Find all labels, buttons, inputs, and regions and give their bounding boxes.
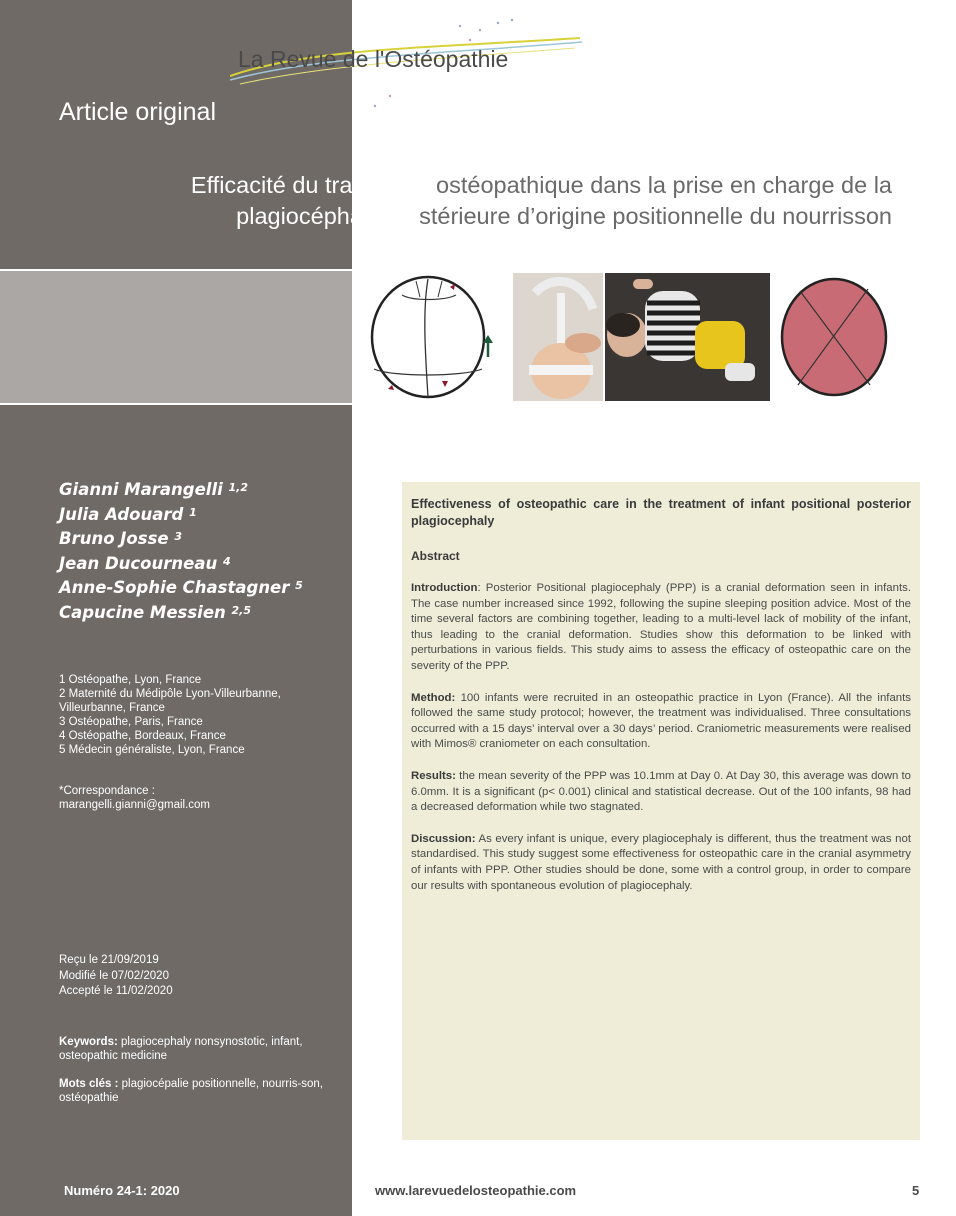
journal-logo xyxy=(230,18,590,108)
page-number: 5 xyxy=(912,1183,920,1198)
date-received: Reçu le 21/09/2019 xyxy=(59,954,159,966)
mots-cles-label: Mots clés : xyxy=(59,1078,119,1090)
title-fragment: stérieure d’origine positionnelle du nourrisson xyxy=(419,203,892,229)
abstract-section-method: Method: 100 infants were recruited in an osteopathic practice in Lyon (France). All the infants followed the same study protocol; however, the treatment was individualised. Three consultations occurred with a 15 days’ interval over a 30 days’ period. Craniometric measurements were realised with Mimos® craniometer on each consultation. xyxy=(411,691,911,751)
abstract-section-discussion: Discussion: As every infant is unique, every plagiocephaly is different, thus the treatment was not standardised. This study suggest some effectiveness for osteopathic care in the cranial asymmetry of infants with PPP. Other studies should be done, some with a control group, in order to compare our results with spontaneous evolution of plagiocephaly. xyxy=(411,832,911,892)
correspondence-email[interactable]: marangelli.gianni@gmail.com xyxy=(59,799,211,811)
affiliations xyxy=(59,673,344,757)
title-fragment: ostéopathique dans la prise en charge de la xyxy=(429,172,892,198)
keywords-label: Keywords: xyxy=(59,1036,118,1048)
affiliation-line: Villeurbanne, France xyxy=(59,702,165,714)
figure-strip xyxy=(352,271,936,403)
journal-name: La Revue de l'Ostéopathie xyxy=(238,46,509,72)
title-fragment: Efficacité du traitement xyxy=(190,172,430,198)
infant-photo-image xyxy=(605,273,770,401)
author-name: Capucine Messien $^{2,5}$ xyxy=(59,602,252,622)
author-name: Julia Adouard $^1$ xyxy=(59,504,197,524)
article-type-label: Article original xyxy=(59,98,217,126)
submission-dates xyxy=(59,953,173,1000)
skull-diagram-image xyxy=(362,273,502,401)
footer-url-link[interactable]: www.larevuedelosteopathie.com xyxy=(375,1183,577,1198)
affiliation-line: 2 Maternité du Médipôle Lyon-Villeurbanne, xyxy=(59,688,281,700)
mots-cles-text: plagiocépalie positionnelle, nourris-son, ostéopathie xyxy=(59,1078,324,1104)
correspondence-label: *Correspondance : xyxy=(59,785,155,797)
article-title-french xyxy=(40,170,892,232)
affiliation-line: 5 Médecin généraliste, Lyon, France xyxy=(59,744,245,756)
keywords-text: plagiocephaly nonsynostotic, infant, osteopathic medicine xyxy=(59,1036,303,1062)
author-list xyxy=(59,478,303,625)
author-name: Jean Ducourneau $^4$ xyxy=(59,553,231,573)
title-fragment: plagiocéphalie po xyxy=(236,203,420,229)
abstract-section-introduction: Introduction: Posterior Positional plagiocephaly (PPP) is a cranial deformation seen in infants. The case number increased since 1992, following the supine sleeping position advice. Most of the time several factors are combining together, leading to a multi-level lack of mobility of the infant, thus leading to the cranial deformation. Studies show this deformation to be linked with perturbations in various fields. This study aims to assess the efficacy of osteopathic care on the severity of the PPP. xyxy=(411,582,911,672)
affiliation-line: 1 Ostéopathe, Lyon, France xyxy=(59,674,202,686)
author-name: Anne-Sophie Chastagner $^5$ xyxy=(59,578,303,597)
affiliation-line: 3 Ostéopathe, Paris, France xyxy=(59,716,203,728)
author-name: Gianni Marangelli $^{1,2}$ xyxy=(59,480,249,499)
abstract-title: Effectiveness of osteopathic care in the treatment of infant positional posterior plagiocephaly xyxy=(411,497,911,528)
date-accepted: Accepté le 11/02/2020 xyxy=(59,985,173,997)
head-top-photo-image xyxy=(772,273,897,401)
craniometer-photo-image xyxy=(513,273,603,401)
affiliation-line: 4 Ostéopathe, Bordeaux, France xyxy=(59,730,226,742)
correspondence xyxy=(59,784,210,812)
footer-issue: Numéro 24-1: 2020 xyxy=(64,1183,180,1198)
author-name: Bruno Josse $^3$ xyxy=(59,529,183,548)
keywords xyxy=(59,1035,339,1063)
abstract-box xyxy=(402,482,920,1140)
abstract-section-results: Results: the mean severity of the PPP was 10.1mm at Day 0. At Day 30, this average was down to 6.0mm. It is a significant (p< 0.001) clinical and statistical decrease. Out of the 100 infants, 98 had a decreased deformation while two stagnated. xyxy=(411,769,911,814)
abstract-heading: Abstract xyxy=(411,549,460,563)
date-modified: Modifié le 07/02/2020 xyxy=(59,969,169,982)
mots-cles xyxy=(59,1077,339,1105)
